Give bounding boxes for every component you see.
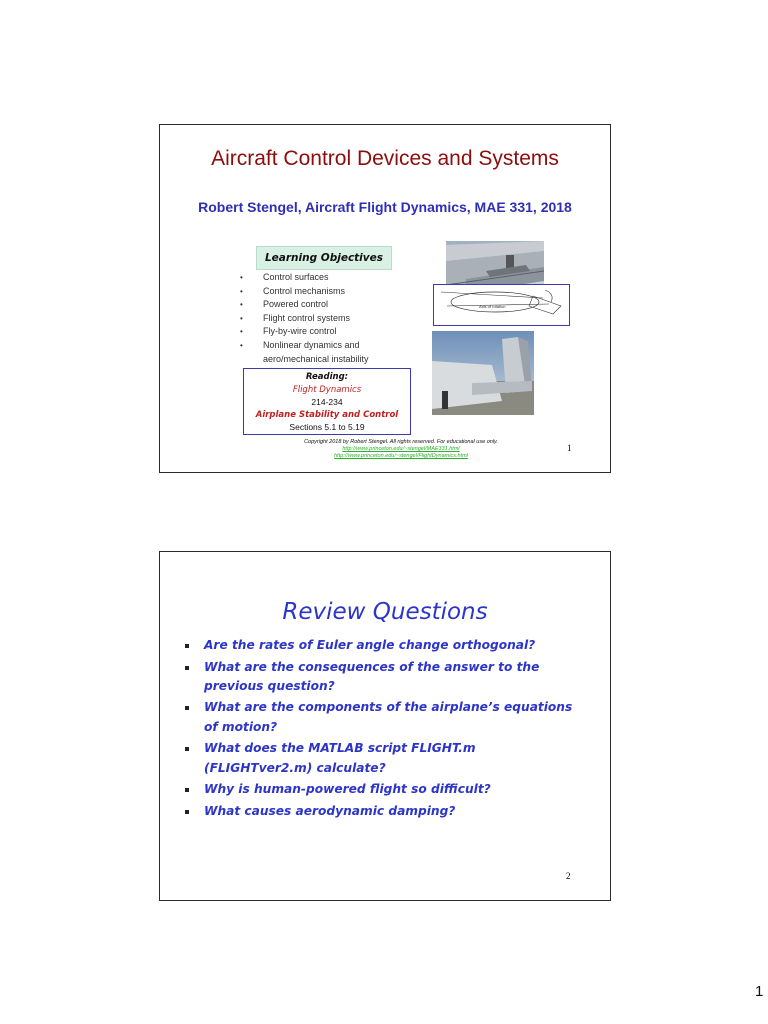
hinge-moment-diagram xyxy=(433,284,570,326)
list-item: What does the MATLAB script FLIGHT.m (FLIGHTver2.m) calculate? xyxy=(184,739,584,778)
diagram-caption: Axis of rotation xyxy=(479,304,506,309)
bullet-icon: • xyxy=(240,273,243,282)
questions-list xyxy=(184,636,584,823)
slide-2 xyxy=(159,551,611,901)
list-item: What causes aerodynamic damping? xyxy=(184,802,584,821)
list-item: • Nonlinear dynamics and aero/mechanical instability xyxy=(240,339,369,364)
list-item: • Control surfaces xyxy=(240,271,420,285)
reading-book-2: Airplane Stability and Control xyxy=(255,409,399,420)
bullet-icon: • xyxy=(240,286,243,296)
list-item: • Fly-by-wire control xyxy=(240,325,420,339)
objectives-list xyxy=(240,271,420,366)
list-item: What are the components of the airplane’s equations of motion? xyxy=(184,698,584,737)
slide-title: Review Questions xyxy=(282,599,488,625)
tail-photo xyxy=(432,331,534,415)
reading-box xyxy=(243,368,411,435)
bullet-icon xyxy=(185,666,189,670)
list-item: • Control mechanisms xyxy=(240,285,420,299)
reading-heading: Reading: xyxy=(305,372,349,382)
bullet-icon xyxy=(185,747,189,751)
slide-number: 2 xyxy=(566,871,571,881)
reading-book-1: Flight Dynamics xyxy=(292,384,362,395)
bullet-icon xyxy=(185,810,189,814)
bullet-icon: • xyxy=(240,313,243,323)
list-item: Why is human-powered flight so difficult? xyxy=(184,780,584,799)
bullet-icon: • xyxy=(240,327,243,337)
bullet-icon xyxy=(185,706,189,710)
list-item: Are the rates of Euler angle change orthogonal? xyxy=(184,636,584,655)
bullet-icon: • xyxy=(240,300,243,310)
page-number: 1 xyxy=(755,983,764,1000)
bullet-icon xyxy=(185,788,189,792)
learning-objectives-label: Learning Objectives xyxy=(256,246,392,270)
slide-title: Aircraft Control Devices and Systems xyxy=(211,147,559,170)
list-item: What are the consequences of the answer to the previous question? xyxy=(184,658,584,697)
slide-1 xyxy=(159,124,611,473)
list-item: • Flight control systems xyxy=(240,312,420,326)
slide-number: 1 xyxy=(567,443,572,453)
copyright-notice: Copyright 2018 by Robert Stengel. All rights reserved. For educational use only. http://www.princeton.edu/~stengel/MAE331.html http://www.princeton.edu/~stengel/FlightDynamics.html xyxy=(256,439,546,460)
reading-pages: 214-234 xyxy=(311,397,343,407)
reading-sections: Sections 5.1 to 5.19 xyxy=(289,422,365,432)
book-link[interactable]: http://www.princeton.edu/~stengel/FlightDynamics.html xyxy=(334,453,468,459)
slide-author: Robert Stengel, Aircraft Flight Dynamics, MAE 331, 2018 xyxy=(198,199,572,215)
course-link[interactable]: http://www.princeton.edu/~stengel/MAE331.html xyxy=(342,446,460,452)
list-item: • Powered control xyxy=(240,298,420,312)
bullet-icon xyxy=(185,644,189,648)
bullet-icon: • xyxy=(240,340,243,350)
